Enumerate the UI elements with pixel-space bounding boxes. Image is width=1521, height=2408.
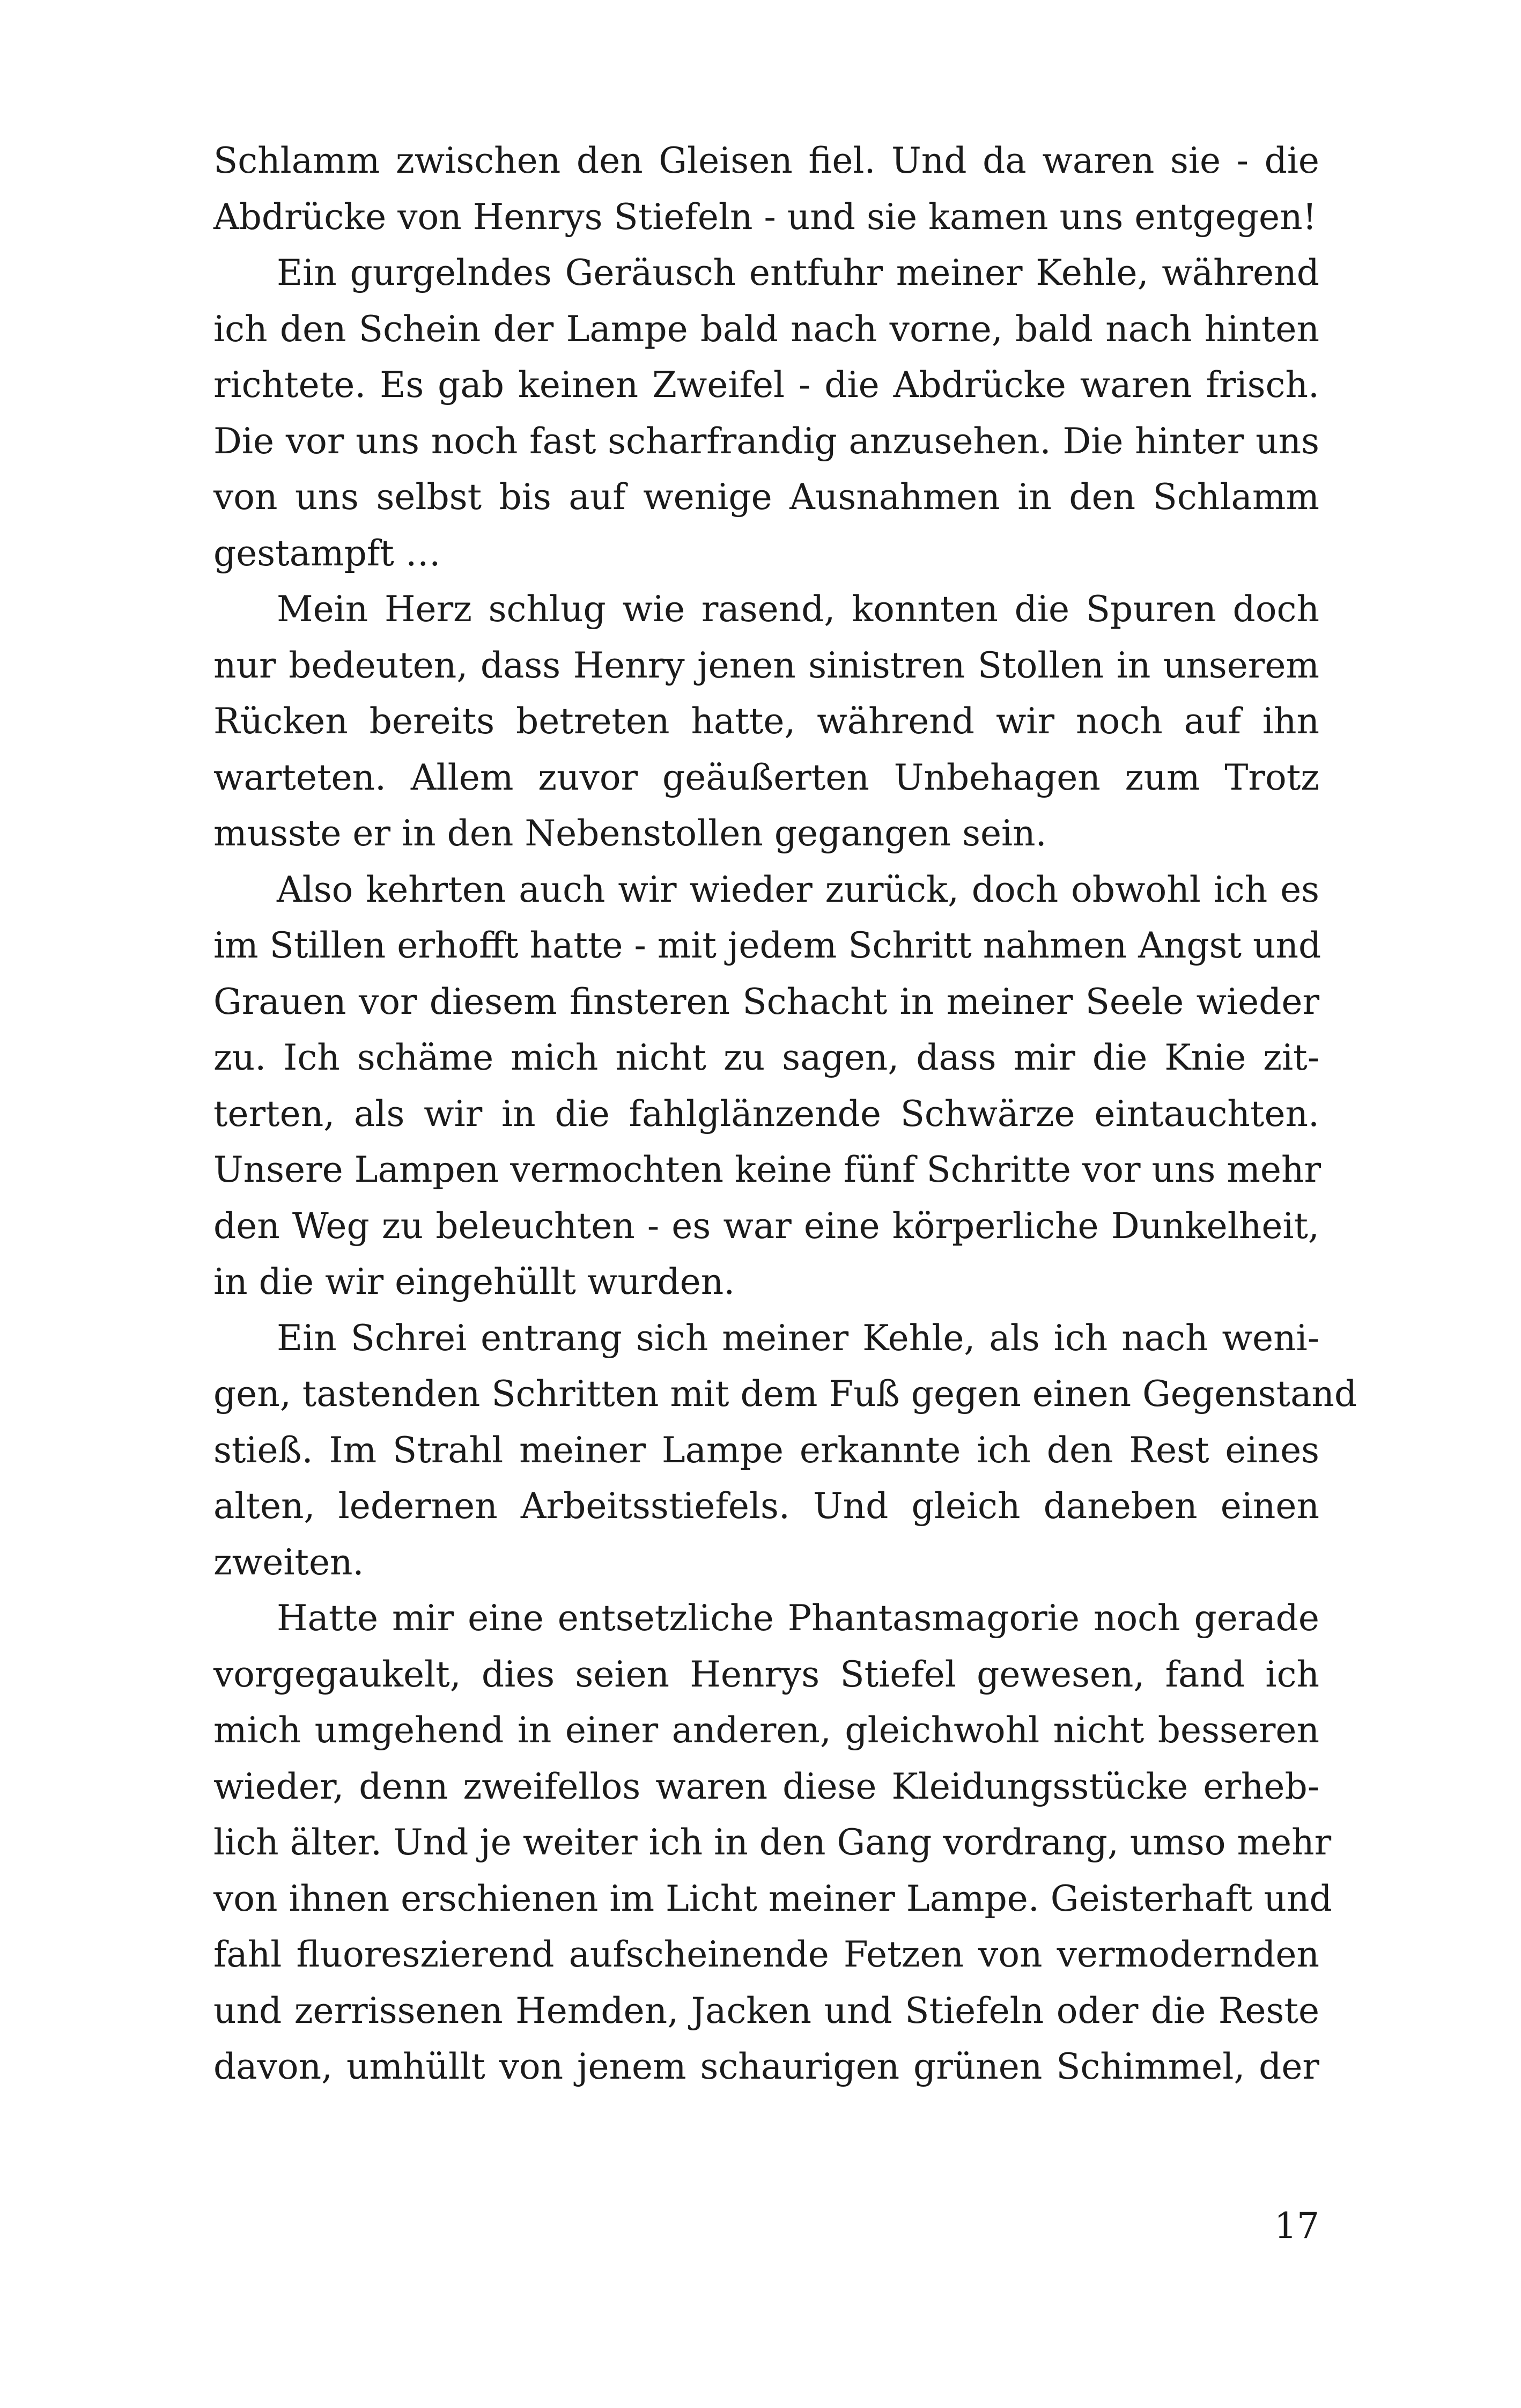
text-line: den Weg zu beleuchten - es war eine körperliche Dunkelheit, [213, 1205, 1319, 1247]
text-line: fahl fluoreszierend aufscheinende Fetzen von vermodernden [213, 1934, 1319, 1975]
text-line: warteten. Allem zuvor geäußerten Unbehagen zum Trotz [213, 756, 1319, 798]
text-line: mich umgehend in einer anderen, gleichwohl nicht besseren [213, 1710, 1319, 1751]
text-line: von uns selbst bis auf wenige Ausnahmen in den Schlamm [213, 476, 1319, 518]
text-line: Schlamm zwischen den Gleisen fiel. Und da waren sie - die [213, 140, 1319, 181]
paragraph-first-line: Ein Schrei entrang sich meiner Kehle, als ich nach weni- [277, 1317, 1319, 1359]
paragraph-first-line: Mein Herz schlug wie rasend, konnten die Spuren doch [277, 588, 1319, 630]
text-line: alten, ledernen Arbeitsstiefels. Und gleich daneben einen [213, 1485, 1319, 1527]
text-line: wieder, denn zweifellos waren diese Kleidungsstücke erheb- [213, 1765, 1319, 1807]
text-line: musste er in den Nebenstollen gegangen sein. [213, 813, 1047, 854]
paragraph-first-line: Ein gurgelndes Geräusch entfuhr meiner Kehle, während [277, 252, 1319, 293]
text-line: davon, umhüllt von jenem schaurigen grünen Schimmel, der [213, 2046, 1319, 2087]
text-line: Abdrücke von Henrys Stiefeln - und sie kamen uns entgegen! [213, 196, 1317, 238]
page-number: 17 [1274, 2205, 1319, 2247]
text-line: im Stillen erhofft hatte - mit jedem Schritt nahmen Angst und [213, 925, 1321, 966]
text-line: ich den Schein der Lampe bald nach vorne, bald nach hinten [213, 308, 1319, 350]
text-line: von ihnen erschienen im Licht meiner Lampe. Geisterhaft und [213, 1877, 1332, 1919]
text-line: lich älter. Und je weiter ich in den Gang vordrang, umso mehr [213, 1822, 1332, 1863]
text-line: Grauen vor diesem finsteren Schacht in meiner Seele wieder [213, 981, 1319, 1022]
text-line: nur bedeuten, dass Henry jenen sinistren Stollen in unserem [213, 644, 1319, 686]
text-line: in die wir eingehüllt wurden. [213, 1261, 735, 1302]
text-line: Unsere Lampen vermochten keine fünf Schritte vor uns mehr [213, 1149, 1321, 1190]
text-line: stieß. Im Strahl meiner Lampe erkannte ich den Rest eines [213, 1429, 1319, 1471]
paragraph-first-line: Hatte mir eine entsetzliche Phantasmagorie noch gerade [277, 1597, 1319, 1639]
text-line: richtete. Es gab keinen Zweifel - die Abdrücke waren frisch. [213, 364, 1319, 406]
text-line: und zerrissenen Hemden, Jacken und Stiefeln oder die Reste [213, 1990, 1319, 2031]
text-line: terten, als wir in die fahlglänzende Schwärze eintauchten. [213, 1093, 1319, 1135]
text-line: Rücken bereits betreten hatte, während wir noch auf ihn [213, 701, 1319, 742]
text-line: Die vor uns noch fast scharfrandig anzusehen. Die hinter uns [213, 420, 1319, 462]
text-line: vorgegaukelt, dies seien Henrys Stiefel gewesen, fand ich [213, 1653, 1319, 1695]
text-line: zweiten. [213, 1541, 364, 1583]
body-text [213, 133, 1357, 2095]
paragraph-first-line: Also kehrten auch wir wieder zurück, doch obwohl ich es [277, 868, 1319, 910]
text-line: zu. Ich schäme mich nicht zu sagen, dass mir die Knie zit- [213, 1037, 1319, 1078]
text-line: gen, tastenden Schritten mit dem Fuß gegen einen Gegenstand [213, 1373, 1357, 1415]
text-line: gestampft … [213, 532, 441, 574]
